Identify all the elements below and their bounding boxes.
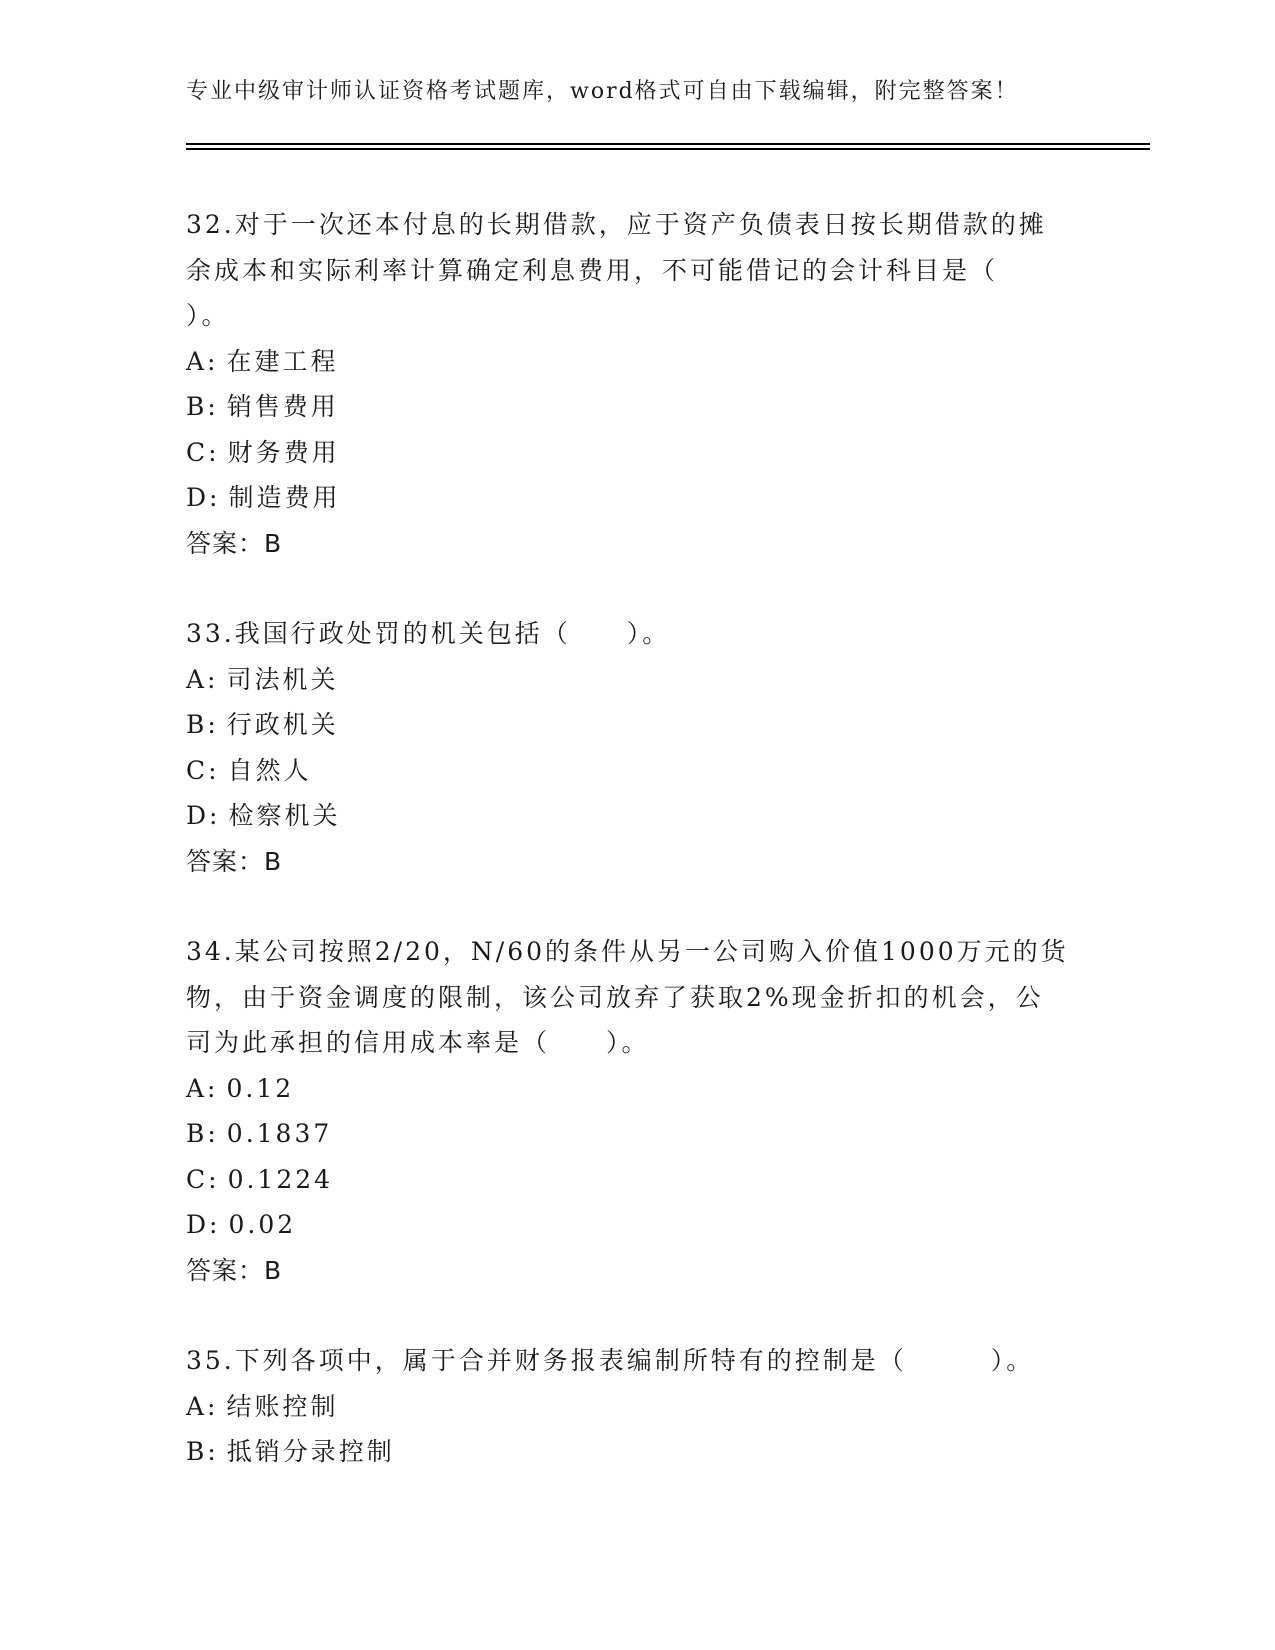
option-text: 0.1224 xyxy=(227,1164,334,1194)
answer-label: 答案：B xyxy=(186,846,283,876)
option-c xyxy=(186,430,1086,476)
question-spacer xyxy=(186,1293,1086,1338)
option-b xyxy=(186,1429,1086,1475)
option-letter: B: xyxy=(186,1119,219,1148)
question-stem-line: 余成本和实际利率计算确定利息费用，不可能借记的会计科目是（ xyxy=(186,255,999,285)
page-header: 专业中级审计师认证资格考试题库，word格式可自由下载编辑，附完整答案！ xyxy=(186,79,1019,104)
option-a xyxy=(186,339,1086,385)
option-letter: B: xyxy=(186,1437,219,1466)
option-a xyxy=(186,657,1086,703)
question-list xyxy=(186,202,1086,1475)
answer-label: 答案：B xyxy=(186,1255,283,1285)
option-letter: D: xyxy=(186,483,221,512)
question-spacer xyxy=(186,566,1086,611)
option-b xyxy=(186,1111,1086,1157)
option-a xyxy=(186,1066,1086,1112)
option-c xyxy=(186,1157,1086,1203)
option-letter: A: xyxy=(186,664,219,694)
option-text: 自然人 xyxy=(227,755,312,785)
option-letter: C: xyxy=(186,755,220,785)
option-text: 0.02 xyxy=(228,1210,297,1239)
question-33 xyxy=(186,611,1086,884)
option-text: 财务费用 xyxy=(227,437,340,467)
option-b xyxy=(186,384,1086,430)
option-text: 在建工程 xyxy=(226,346,339,376)
option-d xyxy=(186,475,1086,521)
question-34 xyxy=(186,929,1086,1293)
question-stem-line: 物，由于资金调度的限制，该公司放弃了获取2%现金折扣的机会，公 xyxy=(186,982,1044,1012)
question-stem-line: 32.对于一次还本付息的长期借款，应于资产负债表日按长期借款的摊 xyxy=(186,210,1047,239)
header-divider-secondary xyxy=(186,148,1150,150)
option-text: 行政机关 xyxy=(226,710,339,739)
question-32 xyxy=(186,202,1086,566)
option-letter: D: xyxy=(186,1210,221,1239)
option-c xyxy=(186,748,1086,794)
option-letter: A: xyxy=(186,346,219,376)
option-a xyxy=(186,1384,1086,1430)
option-letter: B: xyxy=(186,392,219,421)
option-text: 结账控制 xyxy=(226,1391,339,1421)
option-letter: C: xyxy=(186,437,220,467)
option-letter: D: xyxy=(186,801,221,830)
question-stem-line: 33.我国行政处罚的机关包括（ ）。 xyxy=(186,619,671,648)
question-35 xyxy=(186,1338,1086,1475)
option-b xyxy=(186,702,1086,748)
question-stem-line: ）。 xyxy=(186,301,230,330)
option-text: 检察机关 xyxy=(228,801,341,830)
option-d xyxy=(186,1202,1086,1248)
option-text: 0.1837 xyxy=(226,1119,333,1148)
option-letter: A: xyxy=(186,1391,219,1421)
answer-label: 答案：B xyxy=(186,528,283,558)
option-text: 制造费用 xyxy=(228,483,341,512)
option-letter: C: xyxy=(186,1164,220,1194)
option-text: 司法机关 xyxy=(226,664,339,694)
option-text: 抵销分录控制 xyxy=(226,1437,395,1466)
question-stem-line: 34.某公司按照2/20，N/60的条件从另一公司购入价值1000万元的货 xyxy=(186,937,1069,966)
question-stem-line: 35.下列各项中，属于合并财务报表编制所特有的控制是（ ）。 xyxy=(186,1346,1035,1375)
header-divider xyxy=(186,143,1150,145)
option-letter: B: xyxy=(186,710,219,739)
option-d xyxy=(186,793,1086,839)
option-text: 0.12 xyxy=(226,1073,295,1103)
option-text: 销售费用 xyxy=(226,392,339,421)
question-stem-line: 司为此承担的信用成本率是（ ）。 xyxy=(186,1028,650,1057)
question-spacer xyxy=(186,884,1086,929)
option-letter: A: xyxy=(186,1073,219,1103)
